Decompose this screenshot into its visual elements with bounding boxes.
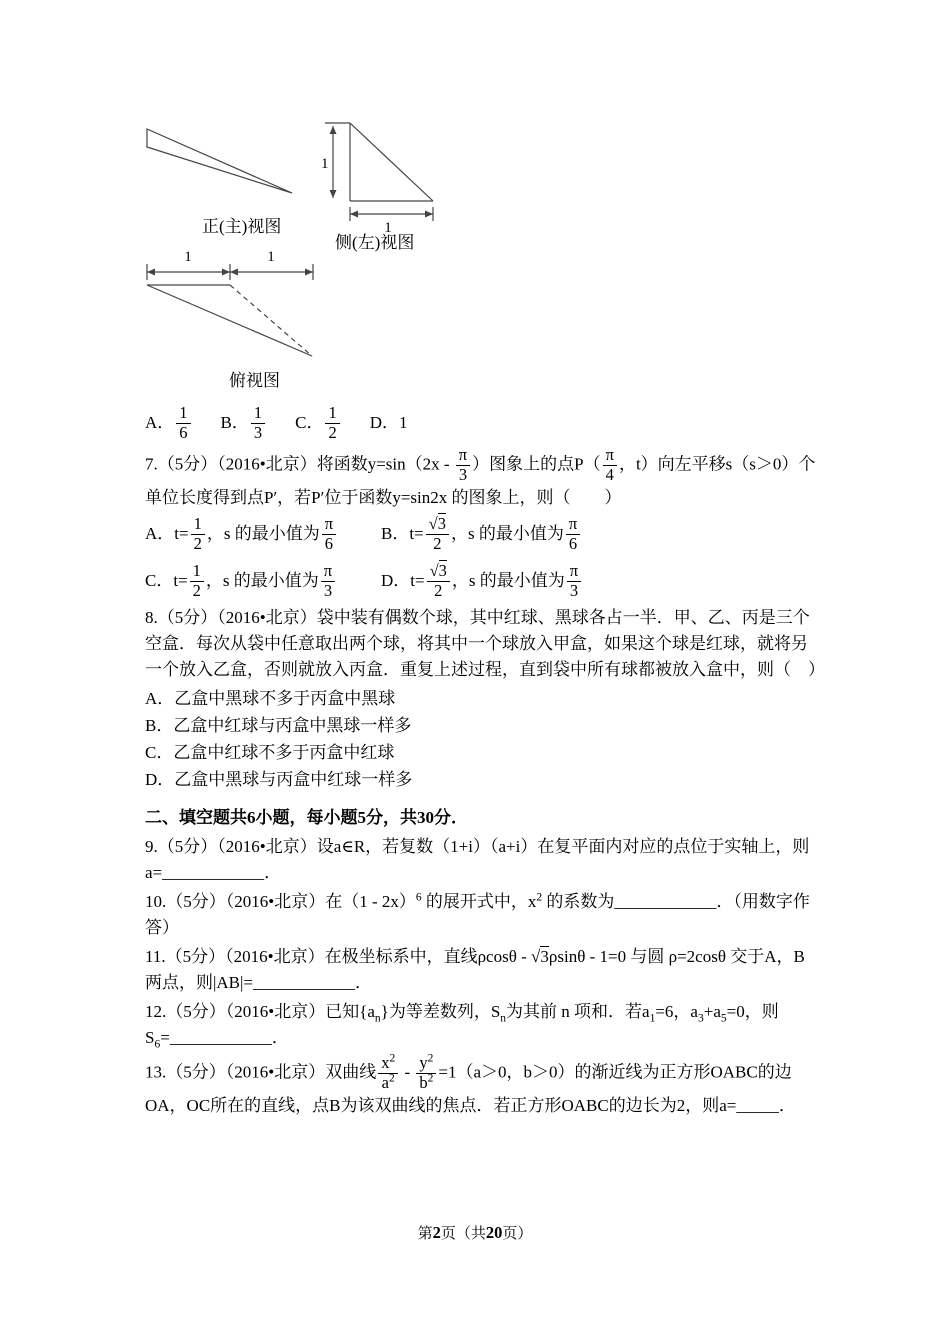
text-run: ，s 的最小值为 xyxy=(451,571,565,591)
text-run: ．（用数字作答） xyxy=(145,891,810,937)
fraction xyxy=(378,1054,398,1093)
answer-blank: _____ xyxy=(736,1095,779,1115)
text-run: 的展开式中，x xyxy=(421,891,537,911)
q7-choice-a xyxy=(145,515,381,554)
three-view-figure xyxy=(145,120,817,398)
variable: b xyxy=(419,1072,428,1092)
text-run: 10.（5分）（2016•北京）在（1 - 2x） xyxy=(145,891,416,911)
numerator xyxy=(378,1054,398,1074)
text-run: 8.（5分）（2016•北京）袋中装有偶数个球，其中红球、黑球各占一半．甲、乙、丙是三个空盒．每次从袋中任意取出两个球，将其中一个球放入甲盒，如果这个球是红球，就将另一个放入乙盒，否则就放入丙盒．重复上述过程，直到袋中所有球都被放入盒中，则（ ） xyxy=(145,607,825,679)
top-right-dim: 1 xyxy=(267,249,275,265)
side-base-dim: 1 xyxy=(384,220,392,234)
radical-sign: √ xyxy=(429,560,439,580)
subscript: 1 xyxy=(649,1012,656,1025)
numerator: π xyxy=(567,562,581,582)
text-run: 12.（5分）（2016•北京）已知{a xyxy=(145,1001,375,1021)
q7-choice-d xyxy=(381,562,817,601)
denominator: 2 xyxy=(192,580,201,600)
text-run: 页） xyxy=(502,1226,533,1242)
answer-blank: ____________ xyxy=(169,1027,272,1047)
fraction xyxy=(321,562,335,601)
fraction xyxy=(427,562,450,601)
fraction xyxy=(191,515,205,554)
numerator: 1 xyxy=(176,404,190,424)
answer-blank: ____________ xyxy=(253,972,356,992)
text-run: ，t）向左平移s（s＞0）个单位长度得到点P′，若P′位于函数y=sin2x 的图象上，则（ ） xyxy=(145,454,816,507)
side-view-label: 侧(左)视图 xyxy=(335,233,415,252)
variable: a xyxy=(381,1072,389,1092)
denominator: 3 xyxy=(458,464,468,484)
choice-label: B． xyxy=(220,413,249,433)
text-run: ． xyxy=(264,862,282,882)
side-view-drawing xyxy=(320,120,438,234)
text-run: 页（共 xyxy=(440,1226,486,1242)
text-run: ，s 的最小值为 xyxy=(205,571,319,591)
fraction xyxy=(426,515,449,554)
page-footer xyxy=(0,1222,950,1243)
top-left-dim: 1 xyxy=(184,249,192,265)
choice-value: 1 xyxy=(399,413,408,433)
text-run: D．t= xyxy=(381,571,425,591)
text-run: }为等差数列，S xyxy=(380,1001,501,1021)
numerator: 1 xyxy=(191,515,205,535)
subscript: n xyxy=(374,1012,381,1025)
denominator: 2 xyxy=(193,533,202,553)
text-run: D．乙盒中黑球与丙盒中红球一样多 xyxy=(145,769,413,789)
fraction xyxy=(603,446,617,485)
subscript: 3 xyxy=(697,1012,704,1025)
q13-stem xyxy=(145,1054,817,1119)
radicand: 3 xyxy=(438,560,447,580)
answer-blank: ____________ xyxy=(162,862,265,882)
denominator: 2 xyxy=(328,422,337,442)
radical-sign: √ xyxy=(531,946,541,966)
text-run: ρsinθ - 1=0 与圆 ρ=2cosθ 交于A，B两点，则|AB|= xyxy=(145,946,805,992)
numerator: π xyxy=(456,446,470,466)
q7-choice-b xyxy=(381,515,817,554)
numerator: 1 xyxy=(251,404,265,424)
numerator: π xyxy=(603,446,617,466)
total-pages: 20 xyxy=(485,1223,503,1242)
text-run: ，s 的最小值为 xyxy=(206,524,320,544)
page-number: 2 xyxy=(432,1223,441,1242)
variable: x xyxy=(381,1052,390,1072)
text-run: = xyxy=(160,1027,170,1047)
answer-blank: ____________ xyxy=(614,891,717,911)
choice-label: D． xyxy=(369,413,399,433)
sqrt-numerator xyxy=(427,562,450,582)
text-run: =1（a＞0，b＞0）的渐近线为正方形OABC的边OA，OC所在的直线，点B为该双曲线的焦点．若正方形OABC的边长为2，则a= xyxy=(145,1062,792,1115)
fraction xyxy=(190,562,204,601)
exponent: 2 xyxy=(427,1072,434,1085)
denominator: 4 xyxy=(605,464,614,484)
text-run: 第 xyxy=(417,1226,433,1242)
numerator: 1 xyxy=(325,404,339,424)
subscript: 5 xyxy=(720,1012,727,1025)
text-run: =6，a xyxy=(655,1001,698,1021)
text-run: 7.（5分）（2016•北京）将函数y=sin（2x - xyxy=(145,454,454,474)
q10-stem xyxy=(145,889,817,941)
numerator: π xyxy=(322,515,336,535)
fraction xyxy=(322,515,336,554)
front-view-drawing xyxy=(145,126,295,202)
text-run: B．t= xyxy=(381,524,424,544)
section-2-header xyxy=(145,805,817,831)
denominator: 3 xyxy=(253,422,263,442)
fraction xyxy=(251,404,265,443)
text-run: +a xyxy=(703,1001,721,1021)
text-run: 13.（5分）（2016•北京）双曲线 xyxy=(145,1062,377,1082)
denominator: 3 xyxy=(569,580,579,600)
subscript: n xyxy=(500,1012,507,1025)
denominator: 2 xyxy=(434,580,443,600)
page-content xyxy=(145,120,825,1122)
denominator xyxy=(416,1074,436,1093)
q8-choice-b xyxy=(145,713,817,739)
fraction xyxy=(567,562,581,601)
fraction xyxy=(416,1054,436,1093)
text-run: A．t= xyxy=(145,524,189,544)
denominator xyxy=(379,1074,398,1093)
text-run: 9.（5分）（2016•北京）设a∈R，若复数（1+i）（a+i）在复平面内对应的点位于实轴上，则a= xyxy=(145,836,810,882)
q11-stem xyxy=(145,944,817,996)
text-run: =0，则S xyxy=(145,1001,779,1047)
text-run: ，s 的最小值为 xyxy=(450,524,564,544)
q6-choice-d xyxy=(370,410,408,436)
choice-label: C． xyxy=(295,413,324,433)
top-view-drawing xyxy=(145,248,315,364)
side-height-dim: 1 xyxy=(321,156,329,172)
text-run: B．乙盒中红球与丙盒中黑球一样多 xyxy=(145,715,412,735)
variable: y xyxy=(419,1052,428,1072)
numerator xyxy=(416,1054,436,1074)
exponent: 2 xyxy=(388,1072,395,1085)
q9-stem xyxy=(145,834,817,886)
denominator: 6 xyxy=(179,422,188,442)
text-run: C．t= xyxy=(145,571,188,591)
fraction xyxy=(176,404,190,443)
exponent: 2 xyxy=(427,1052,434,1065)
q6-choices xyxy=(145,404,817,443)
text-run: ． xyxy=(271,1027,289,1047)
text-run: - xyxy=(400,1062,415,1082)
radicand: 3 xyxy=(437,513,446,533)
text-run: 为其前 n 项和．若a xyxy=(506,1001,650,1021)
q8-choice-a xyxy=(145,686,817,712)
denominator: 6 xyxy=(324,533,334,553)
top-view-label: 俯视图 xyxy=(229,371,280,390)
q7-stem xyxy=(145,446,817,511)
exponent: 2 xyxy=(536,891,543,904)
exponent: 2 xyxy=(389,1052,396,1065)
denominator: 2 xyxy=(433,533,442,553)
text-run: 的系数为 xyxy=(542,891,615,911)
text-run: A．乙盒中黑球不多于丙盒中黑球 xyxy=(145,688,396,708)
numerator: π xyxy=(566,515,580,535)
q7-choices xyxy=(145,515,817,601)
fraction xyxy=(456,446,470,485)
q6-choice-b xyxy=(221,404,268,443)
fraction xyxy=(325,404,339,443)
sqrt-expression xyxy=(531,946,549,966)
text-run: 11.（5分）（2016•北京）在极坐标系中，直线ρcosθ - xyxy=(145,946,532,966)
sqrt-numerator xyxy=(426,515,449,535)
numerator: 1 xyxy=(190,562,204,582)
q8-stem xyxy=(145,605,825,683)
q12-stem xyxy=(145,999,817,1051)
subscript: 6 xyxy=(154,1038,161,1051)
text-run: ． xyxy=(778,1095,796,1115)
choice-label: A． xyxy=(145,413,175,433)
front-view-label: 正(主)视图 xyxy=(202,217,282,236)
q7-choice-c xyxy=(145,562,381,601)
q8-choice-d xyxy=(145,767,817,793)
q8-choice-c xyxy=(145,740,817,766)
q6-choice-c xyxy=(295,404,342,443)
q6-choice-a xyxy=(145,404,193,443)
exponent: 6 xyxy=(415,891,422,904)
text-run: ． xyxy=(355,972,373,992)
text-run: C．乙盒中红球不多于丙盒中红球 xyxy=(145,742,395,762)
denominator: 3 xyxy=(323,580,333,600)
radical-sign: √ xyxy=(428,513,438,533)
numerator: π xyxy=(321,562,335,582)
fraction xyxy=(566,515,580,554)
text-run: 二、填空题共6小题，每小题5分，共30分． xyxy=(145,807,468,827)
denominator: 6 xyxy=(568,533,578,553)
radicand: 3 xyxy=(540,946,549,966)
text-run: ）图象上的点P（ xyxy=(472,454,601,474)
